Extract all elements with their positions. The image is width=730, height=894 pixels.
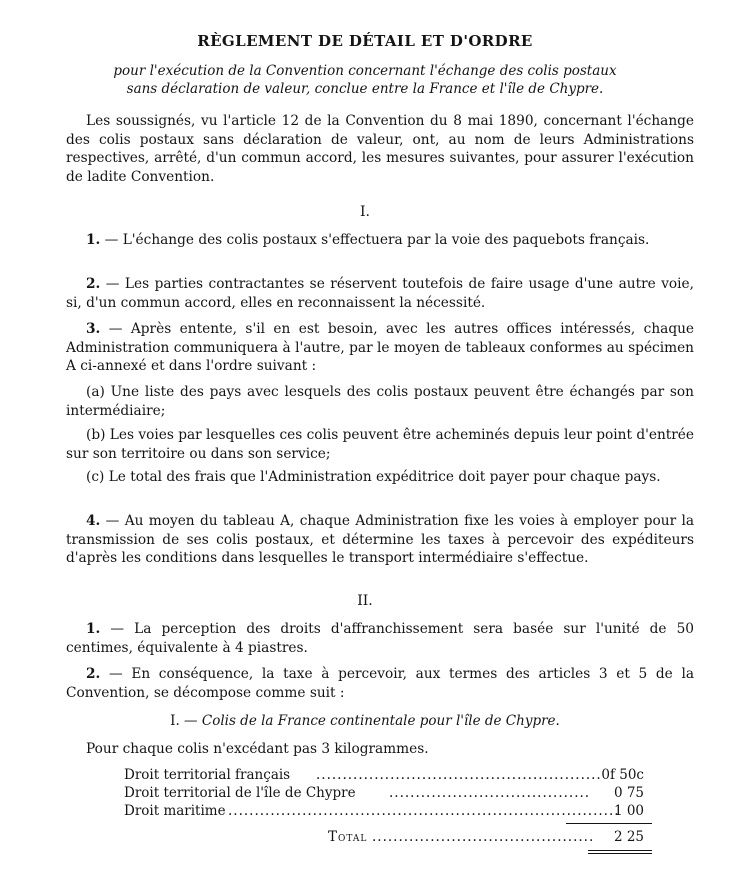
section-1-numeral: I. [360,204,370,220]
subsection-prefix: I. — [170,713,198,729]
article-number: 3. [86,321,101,337]
article-text: — Les parties contractantes se réservent toutefois de faire usage d'une autre voie, si, d'un commun accord, elles en reconnaissent la nécessité. [66,276,694,311]
total-label: Total [328,829,368,845]
article-text: — En conséquence, la taxe à percevoir, aux termes des articles 3 et 5 de la Convention, se décompose comme suit : [66,666,694,701]
article-number: 2. [86,276,101,292]
fee-row [124,766,644,784]
fee-label: Droit maritime [124,803,226,819]
subsection-heading [0,713,730,729]
total-row [124,828,644,846]
total-double-rule-top [588,850,652,851]
section-1-article-2 [66,275,694,312]
article-text: — La perception des droits d'affranchissement sera basée sur l'unité de 50 centimes, équivalente à 4 piastres. [66,621,694,656]
sum-rule [566,823,652,824]
article-text: — Au moyen du tableau A, chaque Administration fixe les voies à employer pour la transmission de ses colis postaux, et détermine les taxes à percevoir des expéditeurs d'après les conditions dans lesquelles le transport intermédiaire s'effectue. [66,513,694,567]
fee-label: Droit territorial de l'île de Chypre [124,785,356,801]
leader-dots: ...................................................... [316,767,602,783]
fee-row [124,784,644,802]
fee-amount: 0f 50c [601,767,644,783]
total-double-rule-bottom [588,853,652,854]
article-text: — L'échange des colis postaux s'effectuera par la voie des paquebots français. [104,232,650,248]
section-1-article-4 [66,512,694,568]
leader-dots: ...................................... [389,785,591,801]
list-item-c: (c) Le total des frais que l'Administration expéditrice doit payer pour chaque pays. [86,469,661,485]
section-2-article-2 [66,665,694,702]
leader-dots: .......................................... [372,829,595,845]
section-2-article-1 [66,620,694,657]
total-amount: 2 25 [613,829,644,845]
subtitle-line-2: sans déclaration de valeur, conclue entre la France et l'île de Chypre. [126,81,604,97]
article-number: 1. [86,621,101,637]
article-number: 4. [86,513,101,529]
article-number: 2. [86,666,101,682]
list-item-b: (b) Les voies par lesquelles ces colis peuvent être acheminés depuis leur point d'entrée sur son territoire ou dans son service; [66,427,694,462]
article-text: — Après entente, s'il en est besoin, avec les autres offices intéressés, chaque Administration communiquera à l'autre, par le moyen de tableaux conformes au spécimen A ci-annexé et dans l'ordre suivant : [66,321,694,375]
fee-intro: Pour chaque colis n'excédant pas 3 kilogrammes. [86,741,429,757]
fee-row [124,802,644,820]
fee-amount: 0 75 [613,785,644,801]
section-1-article-3 [66,320,694,376]
fee-label: Droit territorial français [124,767,291,783]
preamble-paragraph: Les soussignés, vu l'article 12 de la Convention du 8 mai 1890, concernant l'échange des colis postaux sans déclaration de valeur, ont, au nom de leurs Administrations respectives, arrêté, d'un commun accord, les mesures suivantes, pour assurer l'exécution de ladite Convention. [66,113,694,185]
document-title: RÈGLEMENT DE DÉTAIL ET D'ORDRE [197,32,533,50]
subsection-title: Colis de la France continentale pour l'île de Chypre. [201,713,560,729]
section-1-article-1 [66,231,694,250]
article-number: 1. [86,232,101,248]
section-2-numeral: II. [357,593,373,609]
subtitle-line-1: pour l'exécution de la Convention concernant l'échange des colis postaux [113,63,617,79]
fee-amount: 1 00 [613,803,644,819]
leader-dots: .......................................................................... [228,803,620,819]
list-item-a: (a) Une liste des pays avec lesquels des colis postaux peuvent être échangés par son intermédiaire; [66,384,694,419]
